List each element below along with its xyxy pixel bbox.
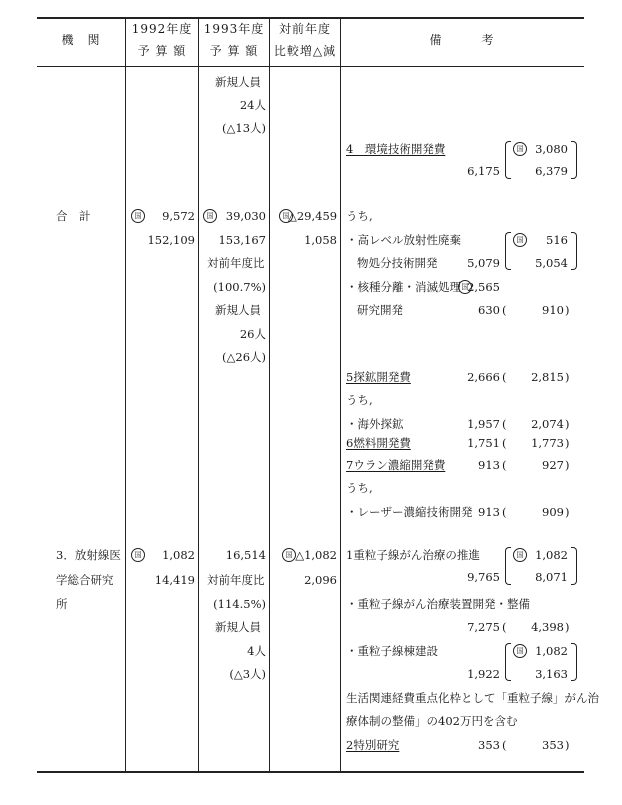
- heavy-bracket-bottom: 8,071: [535, 570, 568, 584]
- paren-close: ): [565, 370, 570, 384]
- nirs-new-staff-count: 4人: [247, 644, 266, 658]
- nirs-new-staff-change: (△3人): [229, 667, 266, 681]
- total-1993-top: 39,030: [225, 209, 266, 223]
- total-new-staff-count: 26人: [239, 327, 266, 341]
- paren-close: ): [565, 505, 570, 519]
- total-1992-top: 9,572: [162, 209, 195, 223]
- header-bottom-rule: [37, 66, 584, 67]
- building-total: 1,922: [467, 667, 500, 681]
- fuel-b: 1,773: [531, 436, 564, 450]
- special-a: 353: [478, 738, 500, 752]
- device-a: 7,275: [467, 620, 500, 634]
- kuni-mark: 国: [279, 209, 293, 223]
- kuni-mark: 国: [513, 644, 527, 658]
- col-divider-1: [125, 17, 126, 772]
- building-label: ・重粒子線棟建設: [346, 644, 438, 658]
- special-label: 2特別研究: [346, 738, 400, 752]
- hlw-label-1: ・高レベル放射性廃棄: [346, 233, 461, 247]
- paren-open: (: [502, 436, 507, 450]
- building-bracket-bottom: 3,163: [535, 667, 568, 681]
- total-new-staff-change: (△26人): [222, 350, 266, 364]
- building-bracket-top: 1,082: [535, 644, 568, 658]
- nuc-a: 630: [478, 303, 500, 317]
- overseas-a: 1,957: [467, 417, 500, 431]
- nuc-label-1: ・核種分離・消滅処理: [346, 280, 461, 294]
- env-tech-bracket-left: [505, 141, 511, 179]
- paren-open: (: [502, 738, 507, 752]
- nirs-ratio-value: (114.5%): [213, 597, 266, 611]
- env-tech-bracket-bottom: 6,379: [535, 164, 568, 178]
- kuni-mark: 国: [131, 209, 145, 223]
- nuc-total: 2,565: [467, 280, 500, 294]
- total-1993-bottom: 153,167: [218, 233, 266, 247]
- uranium-b: 927: [542, 458, 564, 472]
- nirs-agency-line1: 3．放射線医: [56, 548, 121, 562]
- hlw-total: 5,079: [467, 256, 500, 270]
- paren-open: (: [502, 303, 507, 317]
- header-1993-line2: 予 算 額: [209, 44, 259, 58]
- nuc-b: 910: [542, 303, 564, 317]
- env-tech-label: 4 環境技術開発費: [346, 142, 446, 156]
- paren-close: ): [565, 738, 570, 752]
- laser-label: ・レーザー濃縮技術開発: [346, 505, 473, 519]
- mining-b: 2,815: [531, 370, 564, 384]
- heavy-label: 1重粒子線がん治療の推進: [346, 548, 480, 562]
- nuc-label-2: 研究開発: [357, 303, 403, 317]
- note-line2: 療体制の整備」の402万円を含む: [346, 714, 518, 728]
- fuel-label: 6燃料開発費: [346, 436, 411, 450]
- nirs-diff-bottom: 2,096: [304, 573, 337, 587]
- paren-open: (: [502, 370, 507, 384]
- note-line1: 生活関連経費重点化枠として「重粒子線」がん治: [346, 691, 599, 705]
- header-remarks: 備 考: [429, 33, 495, 47]
- hlw-bracket-right: [571, 232, 577, 270]
- building-bracket-left: [505, 643, 511, 681]
- paren-close: ): [565, 436, 570, 450]
- paren-open: (: [502, 620, 507, 634]
- table-bottom-rule: [37, 771, 584, 773]
- heavy-bracket-right: [571, 547, 577, 585]
- header-1993-line1: 1993年度: [203, 22, 265, 36]
- kuni-mark: 国: [513, 142, 527, 156]
- paren-close: ): [565, 303, 570, 317]
- kuni-mark: 国: [513, 548, 527, 562]
- hlw-bracket-top: 516: [546, 233, 568, 247]
- overseas-label: ・海外探鉱: [346, 417, 404, 431]
- header-agency: 機 関: [61, 33, 101, 47]
- paren-open: (: [502, 505, 507, 519]
- overseas-b: 2,074: [531, 417, 564, 431]
- total-ratio-value: (100.7%): [213, 280, 266, 294]
- paren-close: ): [565, 417, 570, 431]
- nirs-diff-top: △1,082: [295, 548, 337, 562]
- total-uchi-3: うち,: [346, 481, 373, 495]
- nirs-1993-top: 16,514: [225, 548, 266, 562]
- top-new-staff-label: 新規人員: [215, 75, 261, 89]
- nirs-agency-line2: 学総合研究: [56, 573, 114, 587]
- table-top-rule: [37, 17, 584, 19]
- env-tech-bracket-right: [571, 141, 577, 179]
- total-ratio-label: 対前年度比: [207, 256, 265, 270]
- env-tech-bracket-top: 3,080: [535, 142, 568, 156]
- mining-a: 2,666: [467, 370, 500, 384]
- kuni-mark: 国: [458, 280, 472, 294]
- nirs-1992-bottom: 14,419: [154, 573, 195, 587]
- paren-close: ): [565, 620, 570, 634]
- nirs-1992-top: 1,082: [162, 548, 195, 562]
- device-b: 4,398: [531, 620, 564, 634]
- nirs-agency-line3: 所: [56, 597, 68, 611]
- total-uchi: うち,: [346, 209, 373, 223]
- hlw-bracket-left: [505, 232, 511, 270]
- uranium-label: 7ウラン濃縮開発費: [346, 458, 446, 472]
- col-divider-3: [269, 17, 270, 772]
- kuni-mark: 国: [282, 548, 296, 562]
- total-uchi-2: うち,: [346, 393, 373, 407]
- top-new-staff-change: (△13人): [222, 121, 266, 135]
- laser-b: 909: [542, 505, 564, 519]
- paren-open: (: [502, 458, 507, 472]
- fuel-a: 1,751: [467, 436, 500, 450]
- uranium-a: 913: [478, 458, 500, 472]
- total-1992-bottom: 152,109: [147, 233, 195, 247]
- paren-close: ): [565, 458, 570, 472]
- total-diff-top: △29,459: [288, 209, 338, 223]
- total-diff-bottom: 1,058: [304, 233, 337, 247]
- building-bracket-right: [571, 643, 577, 681]
- heavy-total: 9,765: [467, 570, 500, 584]
- header-1992-line1: 1992年度: [131, 22, 193, 36]
- paren-open: (: [502, 417, 507, 431]
- nirs-new-staff-label: 新規人員: [215, 620, 261, 634]
- hlw-label-2: 物処分技術開発: [357, 256, 438, 270]
- kuni-mark: 国: [131, 548, 145, 562]
- heavy-bracket-top: 1,082: [535, 548, 568, 562]
- nirs-ratio-label: 対前年度比: [207, 573, 265, 587]
- col-divider-2: [198, 17, 199, 772]
- col-divider-4: [340, 17, 341, 772]
- kuni-mark: 国: [513, 233, 527, 247]
- laser-a: 913: [478, 505, 500, 519]
- heavy-bracket-left: [505, 547, 511, 585]
- device-label: ・重粒子線がん治療装置開発・整備: [346, 597, 530, 611]
- mining-label: 5探鉱開発費: [346, 370, 411, 384]
- special-b: 353: [542, 738, 564, 752]
- env-tech-total: 6,175: [467, 164, 500, 178]
- header-diff-line1: 対前年度: [278, 22, 331, 36]
- kuni-mark: 国: [203, 209, 217, 223]
- header-1992-line2: 予 算 額: [137, 44, 187, 58]
- total-agency: 合 計: [56, 209, 91, 223]
- top-new-staff-count: 24人: [239, 98, 266, 112]
- hlw-bracket-bottom: 5,054: [535, 256, 568, 270]
- total-new-staff-label: 新規人員: [215, 303, 261, 317]
- header-diff-line2: 比較増△減: [273, 44, 337, 58]
